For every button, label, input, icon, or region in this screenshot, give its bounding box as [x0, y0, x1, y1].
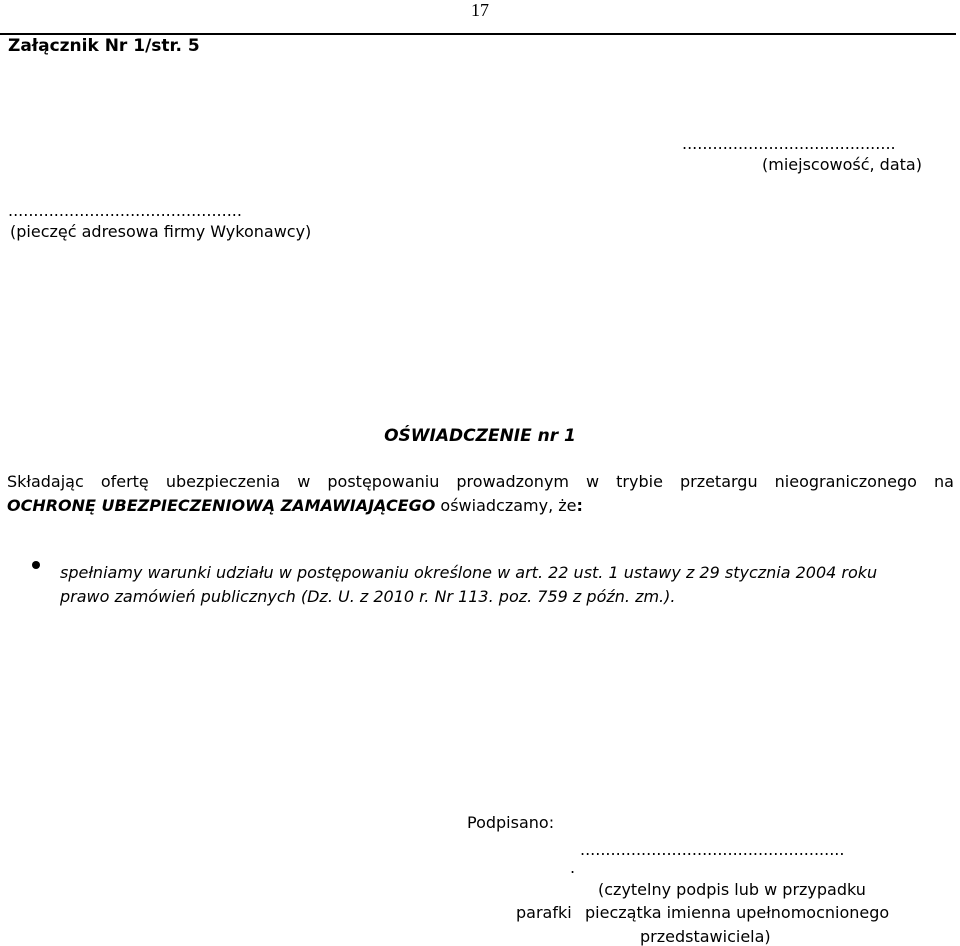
page-number: 17: [471, 0, 489, 20]
header-title: Załącznik Nr 1/str. 5: [8, 36, 200, 56]
signature-caption-line-3: przedstawiciela): [640, 927, 771, 946]
intro-word: ubezpieczenia: [165, 472, 281, 491]
intro-word: w: [297, 472, 311, 491]
bullet-line-2: prawo zamówień publicznych (Dz. U. z 2010 r. Nr 113. poz. 759 z późn. zm.).: [60, 587, 676, 606]
intro-word: przetargu: [679, 472, 758, 491]
intro-word: Składając: [7, 472, 84, 491]
header-rule: [0, 33, 956, 35]
intro-word: nieograniczonego: [774, 472, 917, 491]
statement-title: OŚWIADCZENIE nr 1: [384, 426, 576, 446]
stamp-dots: ..............................................: [8, 201, 242, 220]
bullet-marker: [32, 561, 40, 569]
intro-word: trybie: [616, 472, 663, 491]
intro-word: na: [933, 472, 954, 491]
signature-dots: ....................................................: [580, 840, 845, 859]
bullet-line-1: spełniamy warunki udziału w postępowaniu określone w art. 22 ust. 1 ustawy z 29 stycznia 2004 roku: [60, 563, 878, 582]
intro-word: prowadzonym: [456, 472, 569, 491]
intro-tail: oświadczamy, że: [435, 496, 577, 515]
place-date-label: (miejscowość, data): [762, 155, 922, 174]
signature-dot-end: .: [570, 858, 576, 877]
signature-caption-parafki: parafki: [516, 903, 572, 922]
signature-label: Podpisano:: [467, 813, 555, 832]
intro-line-2: [7, 496, 583, 515]
signature-caption-line-1: (czytelny podpis lub w przypadku: [598, 880, 866, 899]
stamp-label: (pieczęć adresowa firmy Wykonawcy): [10, 222, 312, 241]
intro-word: postępowaniu: [327, 472, 440, 491]
signature-caption-line-2: pieczątka imienna upełnomocnionego: [585, 903, 890, 922]
intro-line-1: [7, 472, 954, 491]
intro-emphasis: OCHRONĘ UBEZPIECZENIOWĄ ZAMAWIAJĄCEGO: [7, 496, 436, 515]
intro-word: w: [586, 472, 600, 491]
intro-colon: :: [576, 496, 583, 515]
intro-word: ofertę: [100, 472, 149, 491]
place-date-dots: ..........................................: [682, 134, 896, 153]
